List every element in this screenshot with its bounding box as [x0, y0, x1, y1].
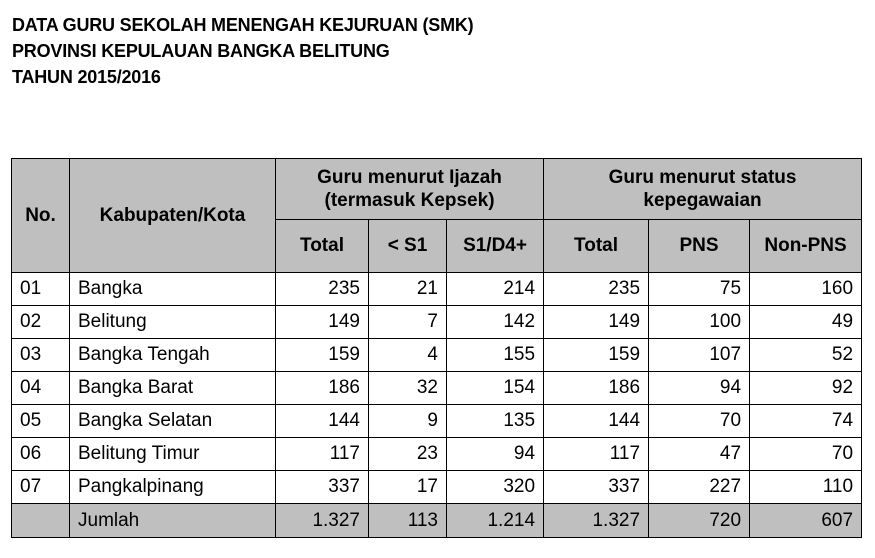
cell-value: 52	[750, 339, 862, 372]
header-group-ijazah: Guru menurut Ijazah (termasuk Kepsek)	[276, 159, 544, 220]
cell-value: 154	[447, 372, 544, 405]
table-row	[12, 306, 862, 339]
cell-value: 94	[447, 438, 544, 471]
cell-value: 70	[750, 438, 862, 471]
total-value: 113	[369, 504, 447, 538]
total-label: Jumlah	[70, 504, 276, 538]
report-title	[12, 12, 473, 90]
cell-value: 159	[544, 339, 649, 372]
cell-value: 149	[276, 306, 369, 339]
total-value: 1.327	[276, 504, 369, 538]
header-pns: PNS	[649, 220, 750, 273]
cell-value: 235	[544, 273, 649, 306]
row-no: 06	[12, 438, 70, 471]
cell-value: 214	[447, 273, 544, 306]
header-region: Kabupaten/Kota	[70, 159, 276, 273]
row-region: Belitung Timur	[70, 438, 276, 471]
row-region: Pangkalpinang	[70, 471, 276, 504]
cell-value: 7	[369, 306, 447, 339]
teacher-data-table	[11, 158, 862, 538]
cell-value: 21	[369, 273, 447, 306]
title-line-2: PROVINSI KEPULAUAN BANGKA BELITUNG	[12, 41, 390, 61]
cell-value: 49	[750, 306, 862, 339]
cell-value: 23	[369, 438, 447, 471]
row-no: 04	[12, 372, 70, 405]
cell-value: 74	[750, 405, 862, 438]
cell-value: 149	[544, 306, 649, 339]
header-group-status: Guru menurut status kepegawaian	[544, 159, 862, 220]
cell-value: 17	[369, 471, 447, 504]
total-value: 1.214	[447, 504, 544, 538]
row-region: Bangka Selatan	[70, 405, 276, 438]
row-no: 07	[12, 471, 70, 504]
total-value: 607	[750, 504, 862, 538]
table-row	[12, 471, 862, 504]
cell-value: 135	[447, 405, 544, 438]
cell-value: 337	[544, 471, 649, 504]
total-row	[12, 504, 862, 538]
header-below-s1: < S1	[369, 220, 447, 273]
title-line-3: TAHUN 2015/2016	[12, 67, 161, 87]
cell-value: 235	[276, 273, 369, 306]
header-total-ijazah: Total	[276, 220, 369, 273]
row-no: 02	[12, 306, 70, 339]
cell-value: 100	[649, 306, 750, 339]
cell-value: 70	[649, 405, 750, 438]
cell-value: 9	[369, 405, 447, 438]
cell-value: 144	[276, 405, 369, 438]
header-total-status: Total	[544, 220, 649, 273]
table-row	[12, 372, 862, 405]
cell-value: 117	[544, 438, 649, 471]
cell-value: 92	[750, 372, 862, 405]
cell-value: 47	[649, 438, 750, 471]
cell-value: 186	[276, 372, 369, 405]
table-row	[12, 438, 862, 471]
header-row-1	[12, 159, 862, 220]
header-no: No.	[12, 159, 70, 273]
row-no: 01	[12, 273, 70, 306]
total-no-cell	[12, 504, 70, 538]
cell-value: 227	[649, 471, 750, 504]
header-s1-d4: S1/D4+	[447, 220, 544, 273]
table-row	[12, 339, 862, 372]
header-non-pns: Non-PNS	[750, 220, 862, 273]
row-no: 05	[12, 405, 70, 438]
row-region: Belitung	[70, 306, 276, 339]
cell-value: 337	[276, 471, 369, 504]
row-region: Bangka Tengah	[70, 339, 276, 372]
row-region: Bangka	[70, 273, 276, 306]
cell-value: 75	[649, 273, 750, 306]
cell-value: 144	[544, 405, 649, 438]
cell-value: 320	[447, 471, 544, 504]
cell-value: 117	[276, 438, 369, 471]
total-value: 720	[649, 504, 750, 538]
cell-value: 107	[649, 339, 750, 372]
cell-value: 110	[750, 471, 862, 504]
cell-value: 155	[447, 339, 544, 372]
cell-value: 186	[544, 372, 649, 405]
table-row	[12, 273, 862, 306]
cell-value: 142	[447, 306, 544, 339]
cell-value: 32	[369, 372, 447, 405]
cell-value: 159	[276, 339, 369, 372]
total-value: 1.327	[544, 504, 649, 538]
row-region: Bangka Barat	[70, 372, 276, 405]
cell-value: 4	[369, 339, 447, 372]
table-row	[12, 405, 862, 438]
cell-value: 160	[750, 273, 862, 306]
title-line-1: DATA GURU SEKOLAH MENENGAH KEJURUAN (SMK)	[12, 15, 474, 35]
row-no: 03	[12, 339, 70, 372]
cell-value: 94	[649, 372, 750, 405]
